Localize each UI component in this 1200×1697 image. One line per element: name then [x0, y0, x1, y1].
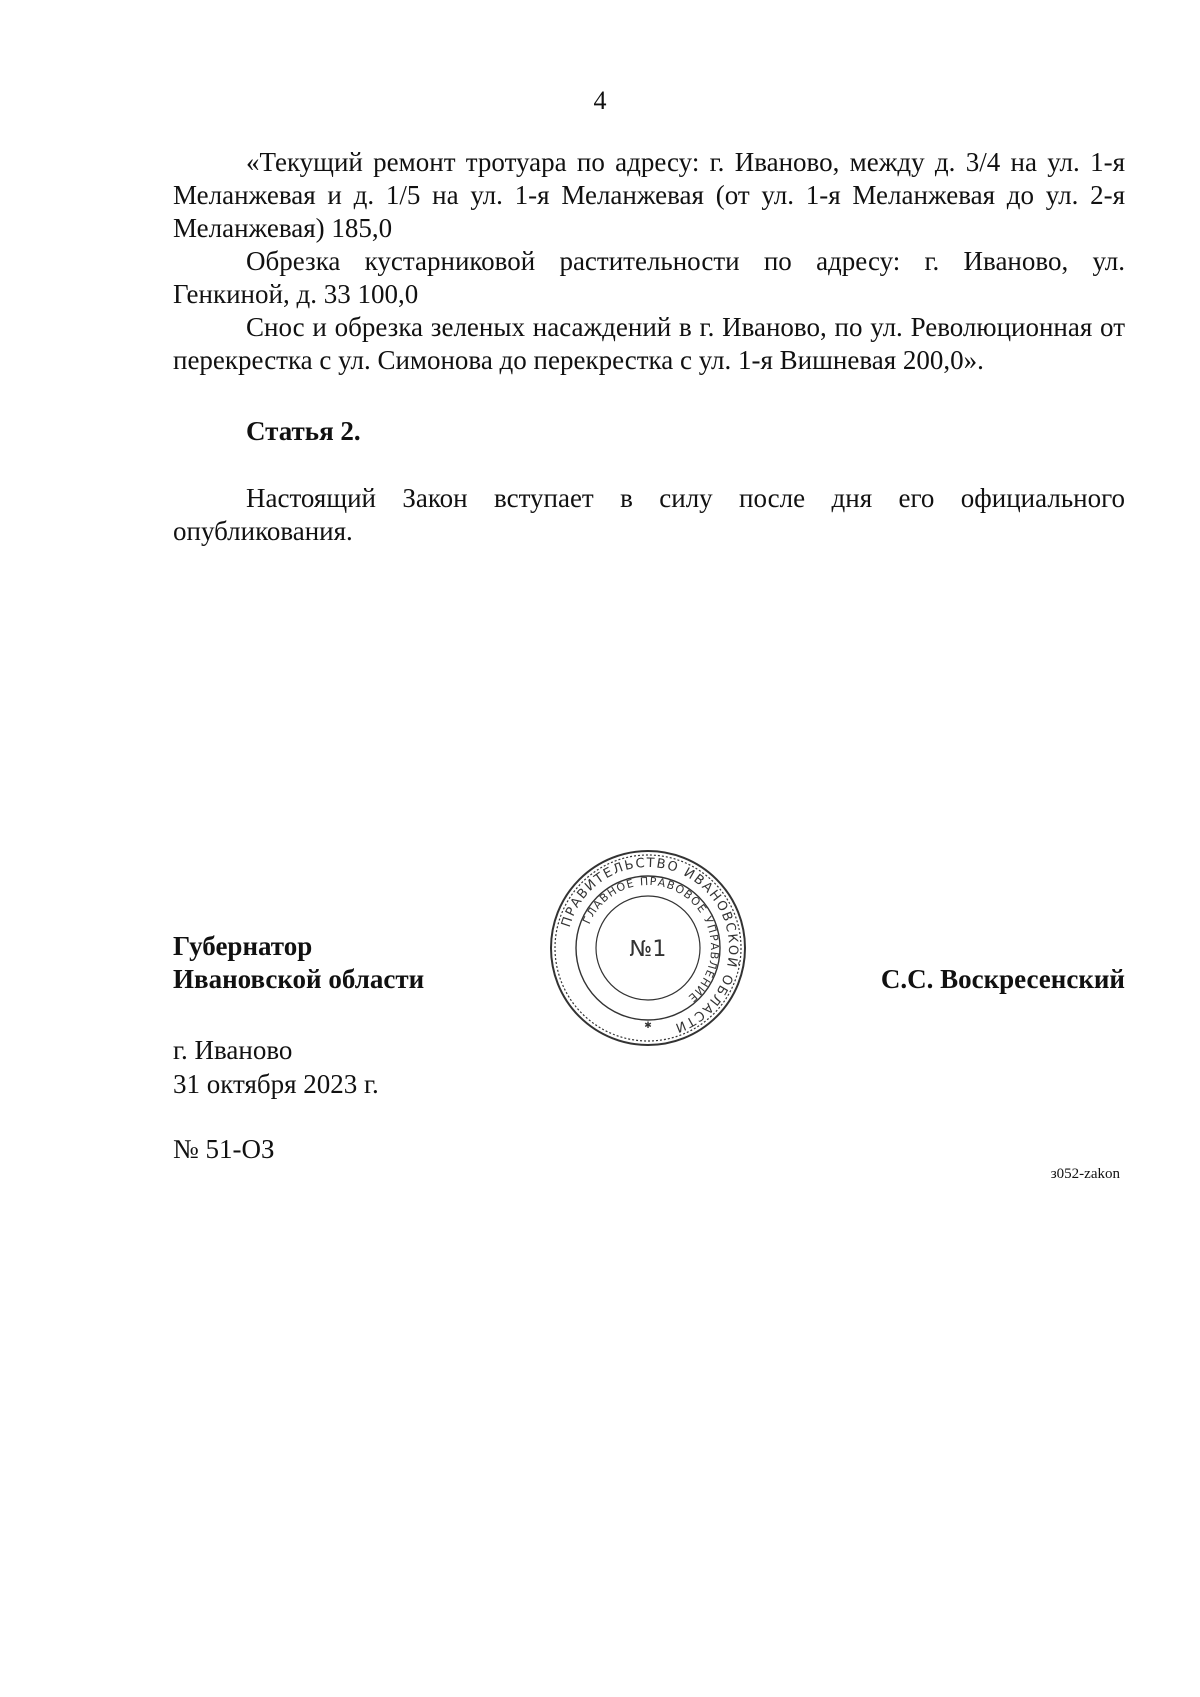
paragraph-sidewalk-repair: «Текущий ремонт тротуара по адресу: г. Иваново, между д. 3/4 на ул. 1-я Меланжевая и д. 1/5 на ул. 1-я Меланжевая (от ул. 1-я Меланжевая до ул. 2-я Меланжевая) 185,0	[173, 147, 1125, 243]
paragraph-shrub-trimming: Обрезка кустарниковой растительности по адресу: г. Иваново, ул. Генкиной, д. 33 100,0	[173, 246, 1125, 309]
place-and-date	[173, 1033, 379, 1101]
signatory-name: С.С. Воскресенский	[880, 964, 1125, 994]
seal-center-text: №1	[629, 937, 667, 962]
document-code: з052-zakon	[1050, 1166, 1120, 1182]
seal-star-icon: ✱	[644, 1021, 652, 1031]
page-number: 4	[593, 86, 607, 115]
article-body: Настоящий Закон вступает в силу после дня его официального опубликования.	[173, 483, 1125, 546]
article-title: Статья 2.	[246, 416, 361, 446]
signatory-position	[173, 930, 424, 996]
document-body	[173, 146, 1125, 548]
place: г. Иваново	[173, 1035, 293, 1065]
seal-inner-text: ГЛАВНОЕ ПРАВОВОЕ УПРАВЛЕНИЕ	[580, 874, 722, 1005]
paragraph-tree-removal: Снос и обрезка зеленых насаждений в г. Иваново, по ул. Революционная от перекрестка с ул. Симонова до перекрестка с ул. 1-я Вишневая 200,0».	[173, 312, 1125, 375]
official-seal	[548, 848, 748, 1048]
signatory-position-line1: Губернатор	[173, 931, 313, 961]
date: 31 октября 2023 г.	[173, 1069, 379, 1099]
law-number: № 51-ОЗ	[173, 1134, 275, 1164]
signatory-position-line2: Ивановской области	[173, 964, 425, 994]
seal-outer-text: ПРАВИТЕЛЬСТВО ИВАНОВСКОЙ ОБЛАСТИ	[558, 855, 741, 1036]
